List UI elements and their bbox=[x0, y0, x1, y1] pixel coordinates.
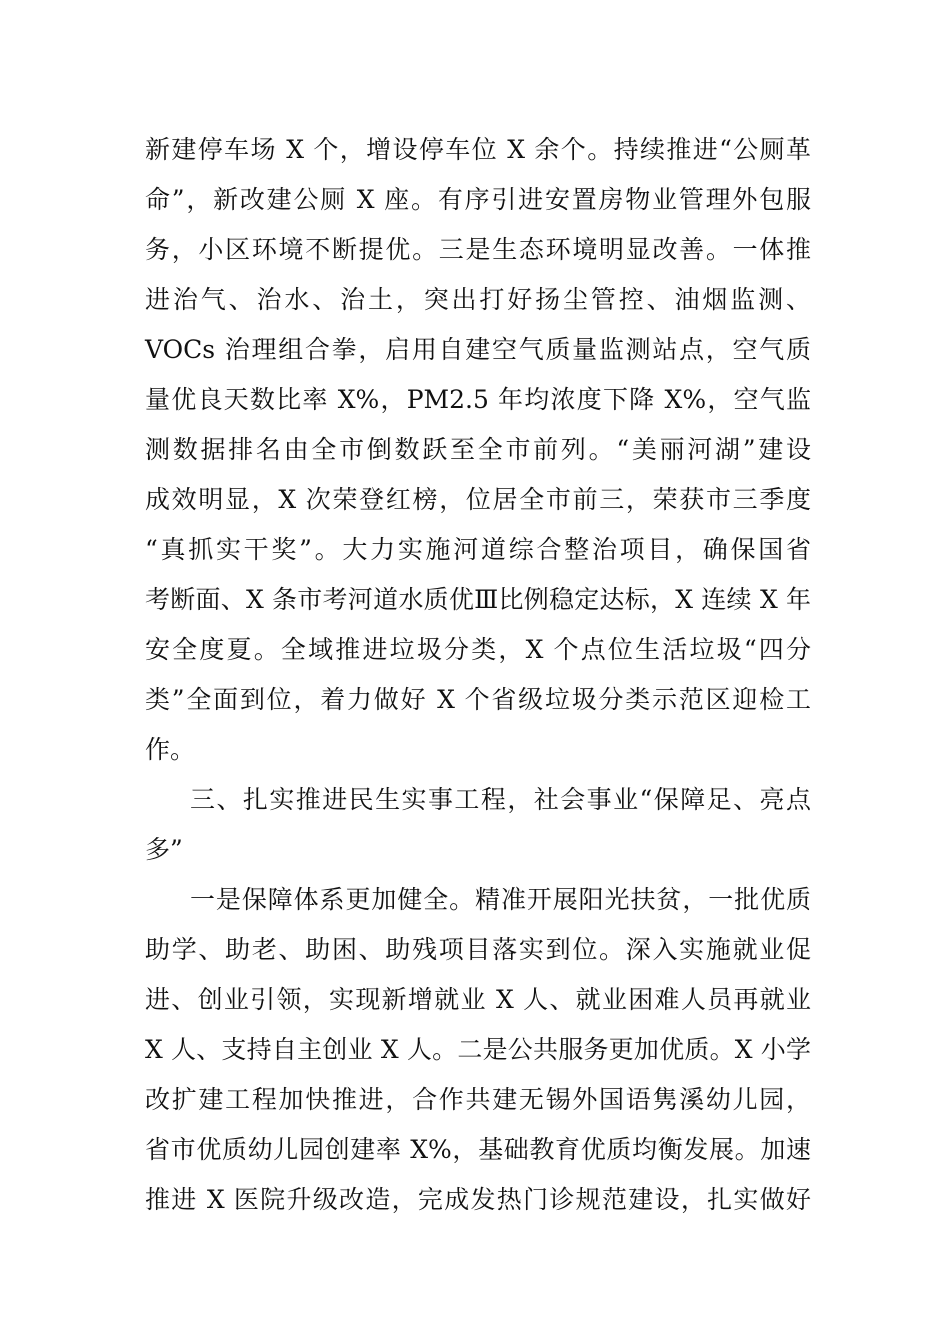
paragraph-line-22: 推进 X 医院升级改造，完成发热门诊规范建设，扎实做好 bbox=[145, 1185, 811, 1214]
paragraph-line-3: 务，小区环境不断提优。三是生态环境明显改善。一体推 bbox=[145, 235, 811, 264]
paragraph-line-5: VOCs 治理组合拳，启用自建空气质量监测站点，空气质 bbox=[145, 335, 811, 364]
paragraph-line-7: 测数据排名由全市倒数跃至全市前列。“美丽河湖”建设 bbox=[145, 435, 811, 464]
paragraph-line-20: 改扩建工程加快推进，合作共建无锡外国语隽溪幼儿园， bbox=[145, 1085, 811, 1114]
paragraph-line-19: X 人、支持自主创业 X 人。二是公共服务更加优质。X 小学 bbox=[145, 1035, 811, 1064]
paragraph-line-17: 助学、助老、助困、助残项目落实到位。深入实施就业促 bbox=[145, 935, 811, 964]
paragraph-line-12: 类”全面到位，着力做好 X 个省级垃圾分类示范区迎检工 bbox=[145, 685, 811, 714]
paragraph-line-2: 命”，新改建公厕 X 座。有序引进安置房物业管理外包服 bbox=[145, 185, 811, 214]
paragraph-line-13: 作。 bbox=[145, 735, 196, 764]
paragraph-line-10: 考断面、X 条市考河道水质优Ⅲ比例稳定达标，X 连续 X 年 bbox=[145, 585, 811, 614]
paragraph-line-8: 成效明显，X 次荣登红榜，位居全市前三，荣获市三季度 bbox=[145, 485, 811, 514]
paragraph-line-4: 进治气、治水、治土，突出打好扬尘管控、油烟监测、 bbox=[145, 285, 811, 314]
paragraph-line-6: 量优良天数比率 X%，PM2.5 年均浓度下降 X%，空气监 bbox=[145, 385, 811, 414]
paragraph-line-16: 一是保障体系更加健全。精准开展阳光扶贫，一批优质 bbox=[190, 885, 811, 914]
paragraph-line-21: 省市优质幼儿园创建率 X%，基础教育优质均衡发展。加速 bbox=[145, 1135, 811, 1164]
paragraph-line-9: “真抓实干奖”。大力实施河道综合整治项目，确保国省 bbox=[145, 535, 811, 564]
paragraph-line-1: 新建停车场 X 个，增设停车位 X 余个。持续推进“公厕革 bbox=[145, 135, 811, 164]
section-heading-line-2: 多” bbox=[145, 835, 183, 864]
section-heading-line-1: 三、扎实推进民生实事工程，社会事业“保障足、亮点 bbox=[190, 785, 811, 814]
paragraph-line-11: 安全度夏。全域推进垃圾分类，X 个点位生活垃圾“四分 bbox=[145, 635, 811, 664]
paragraph-line-18: 进、创业引领，实现新增就业 X 人、就业困难人员再就业 bbox=[145, 985, 811, 1014]
